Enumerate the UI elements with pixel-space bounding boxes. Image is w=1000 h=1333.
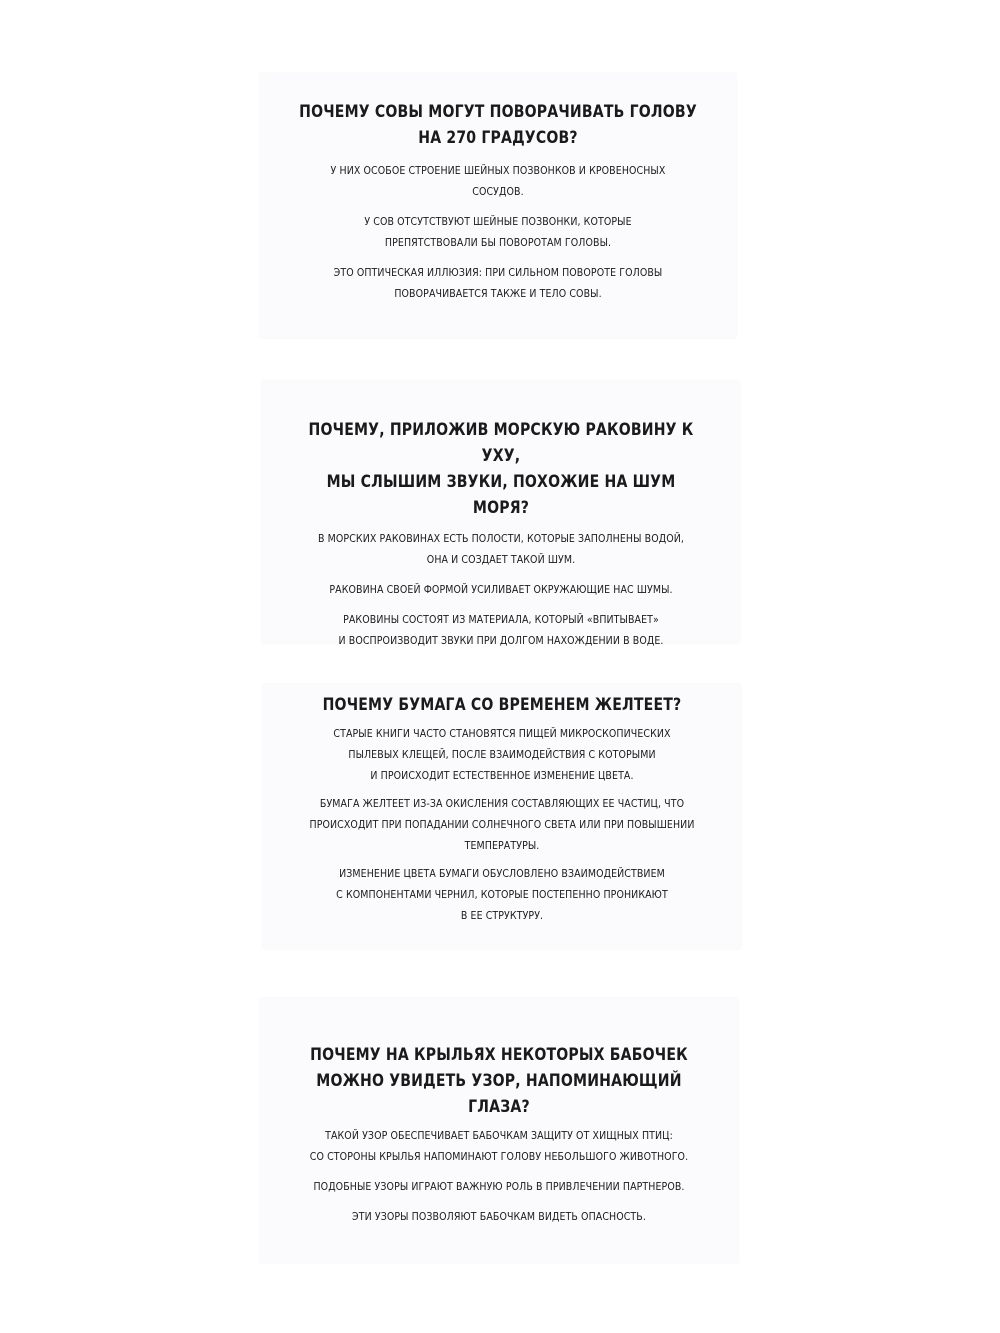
answer-option: ЭТИ УЗОРЫ ПОЗВОЛЯЮТ БАБОЧКАМ ВИДЕТЬ ОПАСНОСТЬ. xyxy=(352,1211,646,1223)
answer-option: У НИХ ОСОБОЕ СТРОЕНИЕ ШЕЙНЫХ ПОЗВОНКОВ И КРОВЕНОСНЫХ СОСУДОВ. xyxy=(330,165,666,198)
quiz-card-butterflies xyxy=(260,998,738,1263)
answer-option: ЭТО ОПТИЧЕСКАЯ ИЛЛЮЗИЯ: ПРИ СИЛЬНОМ ПОВОРОТЕ ГОЛОВЫ ПОВОРАЧИВАЕТСЯ ТАКЖЕ И ТЕЛО СОВЫ. xyxy=(333,267,663,300)
quiz-card-seashell xyxy=(262,381,740,647)
quiz-card-owls xyxy=(260,73,736,338)
card-question: ПОЧЕМУ БУМАГА СО ВРЕМЕНЕМ ЖЕЛТЕЕТ? xyxy=(322,695,682,715)
answer-option: РАКОВИНА СВОЕЙ ФОРМОЙ УСИЛИВАЕТ ОКРУЖАЮЩИЕ НАС ШУМЫ. xyxy=(329,584,673,596)
answer-option: СТАРЫЕ КНИГИ ЧАСТО СТАНОВЯТСЯ ПИЩЕЙ МИКРОСКОПИЧЕСКИХ ПЫЛЕВЫХ КЛЕЩЕЙ, ПОСЛЕ ВЗАИМОДЕЙСТВИЯ С КОТОРЫМИ И ПРОИСХОДИТ ЕСТЕСТВЕННОЕ ИЗМЕНЕНИЕ ЦВЕТА. xyxy=(333,728,671,782)
answer-option: ПОДОБНЫЕ УЗОРЫ ИГРАЮТ ВАЖНУЮ РОЛЬ В ПРИВЛЕЧЕНИИ ПАРТНЕРОВ. xyxy=(313,1181,685,1193)
card-question: ПОЧЕМУ СОВЫ МОГУТ ПОВОРАЧИВАТЬ ГОЛОВУ НА 270 ГРАДУСОВ? xyxy=(299,102,697,148)
answer-option: У СОВ ОТСУТСТВУЮТ ШЕЙНЫЕ ПОЗВОНКИ, КОТОРЫЕ ПРЕПЯТСТВОВАЛИ БЫ ПОВОРОТАМ ГОЛОВЫ. xyxy=(364,216,632,249)
answer-option: В МОРСКИХ РАКОВИНАХ ЕСТЬ ПОЛОСТИ, КОТОРЫЕ ЗАПОЛНЕНЫ ВОДОЙ, ОНА И СОЗДАЕТ ТАКОЙ ШУМ. xyxy=(317,533,685,566)
card-question: ПОЧЕМУ, ПРИЛОЖИВ МОРСКУЮ РАКОВИНУ К УХУ, МЫ СЛЫШИМ ЗВУКИ, ПОХОЖИЕ НА ШУМ МОРЯ? xyxy=(308,420,694,518)
answer-option: ТАКОЙ УЗОР ОБЕСПЕЧИВАЕТ БАБОЧКАМ ЗАЩИТУ ОТ ХИЩНЫХ ПТИЦ: СО СТОРОНЫ КРЫЛЬЯ НАПОМИНАЮТ ГОЛОВУ НЕБОЛЬШОГО ЖИВОТНОГО. xyxy=(309,1130,689,1163)
answer-option: БУМАГА ЖЕЛТЕЕТ ИЗ-ЗА ОКИСЛЕНИЯ СОСТАВЛЯЮЩИХ ЕЕ ЧАСТИЦ, ЧТО ПРОИСХОДИТ ПРИ ПОПАДАНИИ СОЛНЕЧНОГО СВЕТА ИЛИ ПРИ ПОВЫШЕНИИ ТЕМПЕРАТУРЫ. xyxy=(309,798,695,852)
card-question: ПОЧЕМУ НА КРЫЛЬЯХ НЕКОТОРЫХ БАБОЧЕК МОЖНО УВИДЕТЬ УЗОР, НАПОМИНАЮЩИЙ ГЛАЗА? xyxy=(310,1045,688,1117)
quiz-card-paper xyxy=(263,684,741,949)
answer-option: ИЗМЕНЕНИЕ ЦВЕТА БУМАГИ ОБУСЛОВЛЕНО ВЗАИМОДЕЙСТВИЕМ С КОМПОНЕНТАМИ ЧЕРНИЛ, КОТОРЫЕ ПОСТЕПЕННО ПРОНИКАЮТ В ЕЕ СТРУКТУРУ. xyxy=(336,868,668,922)
answer-option: РАКОВИНЫ СОСТОЯТ ИЗ МАТЕРИАЛА, КОТОРЫЙ «ВПИТЫВАЕТ» И ВОСПРОИЗВОДИТ ЗВУКИ ПРИ ДОЛГОМ НАХОЖДЕНИИ В ВОДЕ. xyxy=(338,614,664,647)
